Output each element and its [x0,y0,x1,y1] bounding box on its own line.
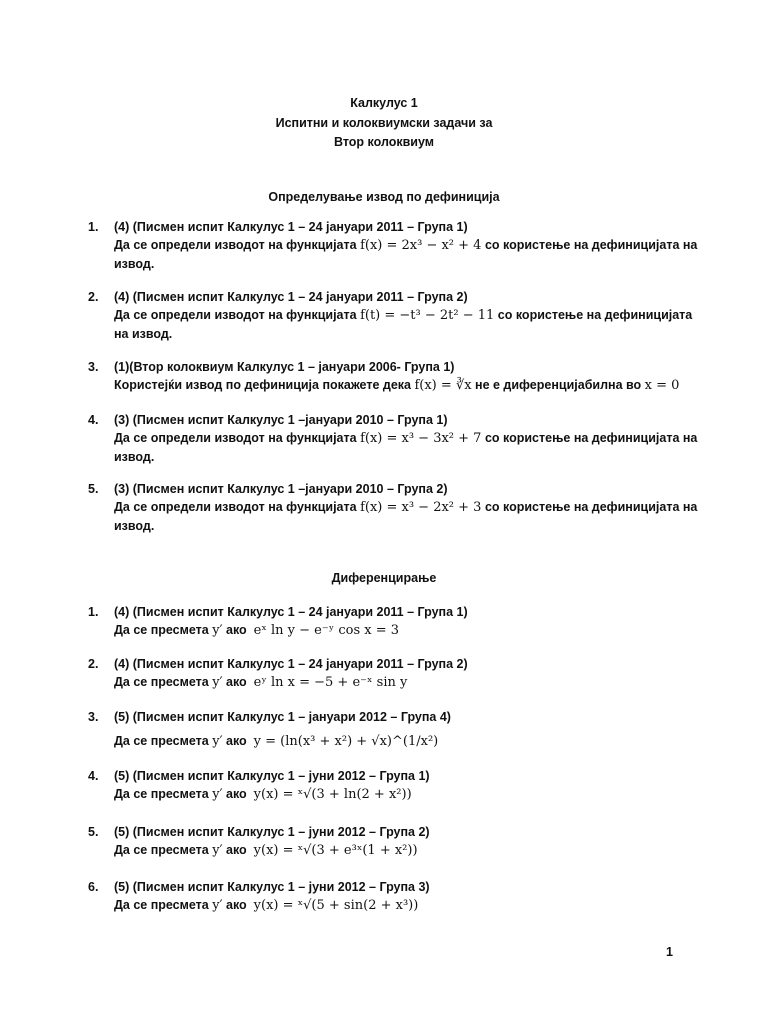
list-item [88,358,682,395]
item-text: Користејќи извод по дефиниција покажете дека f(x) = ∛x не е диференцијабилна во x = 0 [114,378,680,393]
item-text: Да се определи изводот на функцијата f(x) = x³ − 3x² + 7 со користење на дефиницијата на [114,431,698,446]
item-number: 1. [88,605,99,619]
item-formula: f(x) = x³ − 3x² + 7 [360,431,482,446]
item-text: Да се пресмета y′ ако y(x) = ˣ√(3 + ln(2 + x²)) [114,787,412,802]
list-item [88,480,698,535]
list-item [88,823,682,860]
item-source: (4) (Писмен испит Калкулус 1 – 24 јануари 2011 – Група 1) [114,605,468,619]
page-number: 1 [666,945,673,959]
list-item [88,603,682,640]
item-number: 3. [88,710,99,724]
item-source: (4) (Писмен испит Калкулус 1 – 24 јануари 2011 – Група 1) [114,220,468,234]
item-text: Да се определи изводот на функцијата f(x) = 2x³ − x² + 4 со користење на дефиницијата на [114,238,698,253]
item-number: 5. [88,825,99,839]
item-source: (3) (Писмен испит Калкулус 1 –јануари 2010 – Група 2) [114,482,448,496]
item-source: (4) (Писмен испит Калкулус 1 – 24 јануари 2011 – Група 2) [114,657,468,671]
item-text: Да се пресмета y′ ако eˣ ln y − e⁻ʸ cos x = 3 [114,623,400,638]
item-number: 6. [88,880,99,894]
item-source: (5) (Писмен испит Калкулус 1 – јуни 2012 – Група 1) [114,769,430,783]
item-text: Да се пресмета y′ ако y(x) = ˣ√(3 + e³ˣ(1 + x²)) [114,843,418,858]
section-title-differentiation: Диференцирање [331,571,437,585]
item-source: (5) (Писмен испит Калкулус 1 – јуни 2012 – Група 3) [114,880,430,894]
item-source: (3) (Писмен испит Калкулус 1 –јануари 2010 – Група 1) [114,413,448,427]
item-formula: f(x) = 2x³ − x² + 4 [360,238,482,253]
item-formula: f(x) = ∛x [414,378,472,393]
item-source: (5) (Писмен испит Калкулус 1 – јануари 2012 – Група 4) [114,710,451,724]
item-formula: f(x) = x³ − 2x² + 3 [360,500,482,515]
item-source: (5) (Писмен испит Калкулус 1 – јуни 2012 – Група 2) [114,825,430,839]
item-formula: eˣ ln y − e⁻ʸ cos x = 3 [253,623,400,638]
item-text-end: извод. [114,257,155,271]
item-text-end: на извод. [114,327,173,341]
item-text: Да се пресмета y′ ако y(x) = ˣ√(5 + sin(2 + x³)) [114,898,419,913]
doc-subtitle: Испитни и колоквиумски задачи за [275,116,493,130]
item-source: (4) (Писмен испит Калкулус 1 – 24 јануари 2011 – Група 2) [114,290,468,304]
item-text-end: извод. [114,450,155,464]
item-text: Да се пресмета y′ ако y = (ln(x³ + x²) + √x)^(1/x²) [114,734,439,749]
list-item [88,288,693,343]
list-item [88,655,682,692]
item-number: 4. [88,769,99,783]
item-number: 3. [88,360,99,374]
item-formula: y(x) = ˣ√(5 + sin(2 + x³)) [253,898,419,913]
item-formula: y(x) = ˣ√(3 + ln(2 + x²)) [253,787,412,802]
list-item [88,218,698,273]
item-number: 4. [88,413,99,427]
list-item [88,411,698,466]
item-number: 1. [88,220,99,234]
item-number: 2. [88,657,99,671]
item-formula: y = (ln(x³ + x²) + √x)^(1/x²) [253,734,439,749]
list-item [88,767,682,804]
list-item [88,708,682,751]
item-source: (1)(Втор колоквиум Калкулус 1 – јануари 2006- Група 1) [114,360,455,374]
item-formula: f(t) = −t³ − 2t² − 11 [360,308,495,323]
item-formula-2: x = 0 [644,378,680,393]
doc-title: Калкулус 1 [350,96,418,110]
item-number: 5. [88,482,99,496]
item-formula: eʸ ln x = −5 + e⁻ˣ sin y [253,675,408,690]
doc-subtitle-2: Втор колоквиум [333,135,435,149]
item-text: Да се определи изводот на функцијата f(t) = −t³ − 2t² − 11 со користење на дефиницијата [114,308,693,323]
item-text-end: извод. [114,519,155,533]
item-text: Да се пресмета y′ ако eʸ ln x = −5 + e⁻ˣ sin y [114,675,408,690]
item-text: Да се определи изводот на функцијата f(x) = x³ − 2x² + 3 со користење на дефиницијата на [114,500,698,515]
section-title-definition: Определување извод по дефиниција [268,190,500,204]
item-formula: y(x) = ˣ√(3 + e³ˣ(1 + x²)) [253,843,418,858]
list-item [88,878,682,915]
item-number: 2. [88,290,99,304]
